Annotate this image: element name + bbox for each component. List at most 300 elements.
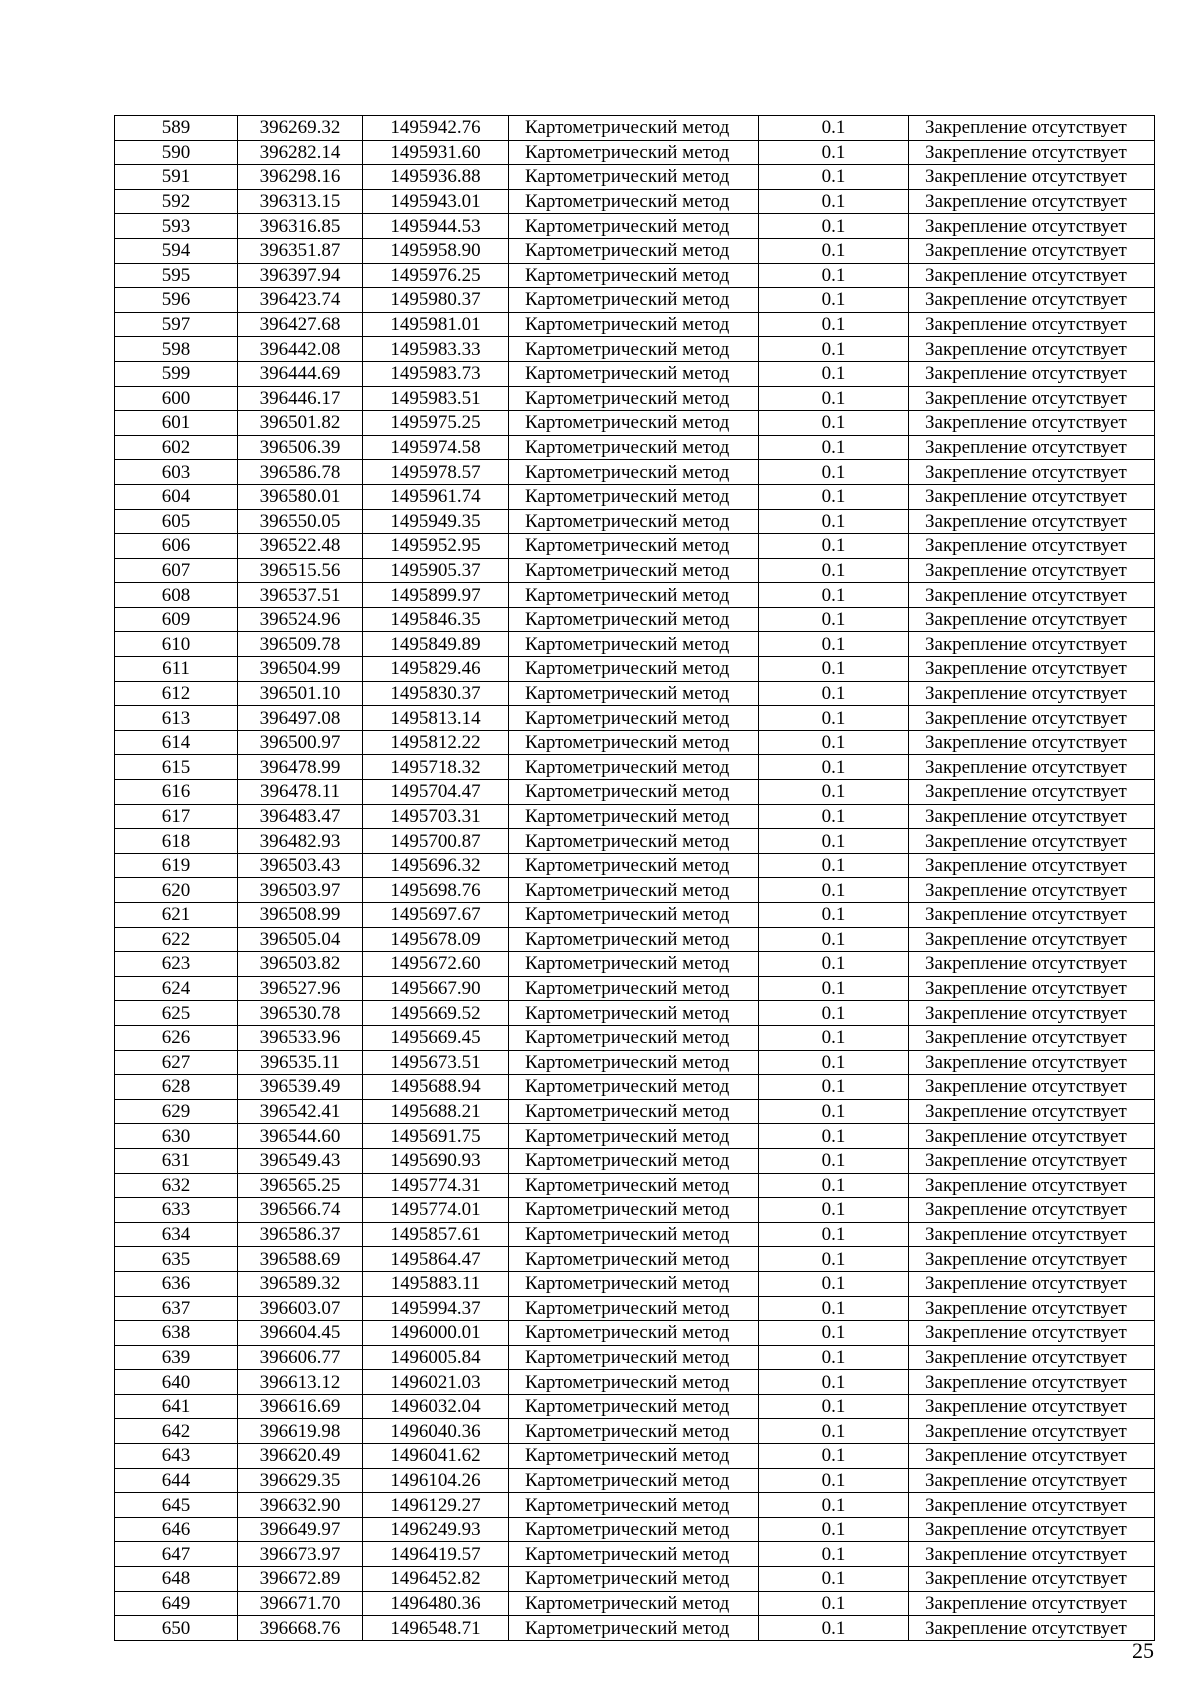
table-row [115, 288, 1155, 313]
fixation-cell: Закрепление отсутствует [909, 1567, 1155, 1592]
table-row [115, 165, 1155, 190]
fixation-cell: Закрепление отсутствует [909, 1099, 1155, 1124]
page-number: 25 [1132, 1638, 1154, 1663]
point-number-cell: 616 [115, 780, 238, 805]
method-cell: Картометрический метод [509, 1296, 759, 1321]
precision-cell: 0.1 [759, 558, 909, 583]
method-cell: Картометрический метод [509, 312, 759, 337]
y-coordinate-cell: 1495673.51 [363, 1050, 509, 1075]
x-coordinate-cell: 396444.69 [238, 361, 363, 386]
x-coordinate-cell: 396586.78 [238, 460, 363, 485]
method-cell: Картометрический метод [509, 878, 759, 903]
point-number-cell: 602 [115, 435, 238, 460]
fixation-cell: Закрепление отсутствует [909, 165, 1155, 190]
precision-cell: 0.1 [759, 1493, 909, 1518]
table-row [115, 534, 1155, 559]
fixation-cell: Закрепление отсутствует [909, 657, 1155, 682]
x-coordinate-cell: 396588.69 [238, 1247, 363, 1272]
point-number-cell: 636 [115, 1271, 238, 1296]
method-cell: Картометрический метод [509, 1124, 759, 1149]
method-cell: Картометрический метод [509, 1321, 759, 1346]
x-coordinate-cell: 396503.97 [238, 878, 363, 903]
point-number-cell: 621 [115, 903, 238, 928]
point-number-cell: 628 [115, 1075, 238, 1100]
table-row [115, 1075, 1155, 1100]
method-cell: Картометрический метод [509, 853, 759, 878]
table-row [115, 730, 1155, 755]
point-number-cell: 633 [115, 1198, 238, 1223]
table-row [115, 361, 1155, 386]
method-cell: Картометрический метод [509, 804, 759, 829]
method-cell: Картометрический метод [509, 607, 759, 632]
x-coordinate-cell: 396673.97 [238, 1542, 363, 1567]
x-coordinate-cell: 396603.07 [238, 1296, 363, 1321]
table-row [115, 1025, 1155, 1050]
y-coordinate-cell: 1495669.45 [363, 1025, 509, 1050]
fixation-cell: Закрепление отсутствует [909, 1616, 1155, 1641]
y-coordinate-cell: 1495976.25 [363, 263, 509, 288]
point-number-cell: 609 [115, 607, 238, 632]
x-coordinate-cell: 396549.43 [238, 1148, 363, 1173]
point-number-cell: 611 [115, 657, 238, 682]
fixation-cell: Закрепление отсутствует [909, 312, 1155, 337]
precision-cell: 0.1 [759, 632, 909, 657]
table-row [115, 460, 1155, 485]
y-coordinate-cell: 1495905.37 [363, 558, 509, 583]
y-coordinate-cell: 1495718.32 [363, 755, 509, 780]
x-coordinate-cell: 396282.14 [238, 140, 363, 165]
method-cell: Картометрический метод [509, 337, 759, 362]
precision-cell: 0.1 [759, 1296, 909, 1321]
x-coordinate-cell: 396313.15 [238, 189, 363, 214]
fixation-cell: Закрепление отсутствует [909, 780, 1155, 805]
method-cell: Картометрический метод [509, 1001, 759, 1026]
x-coordinate-cell: 396478.99 [238, 755, 363, 780]
point-number-cell: 603 [115, 460, 238, 485]
precision-cell: 0.1 [759, 1198, 909, 1223]
table-row [115, 1198, 1155, 1223]
precision-cell: 0.1 [759, 853, 909, 878]
point-number-cell: 634 [115, 1222, 238, 1247]
point-number-cell: 614 [115, 730, 238, 755]
table-row [115, 1001, 1155, 1026]
precision-cell: 0.1 [759, 140, 909, 165]
point-number-cell: 599 [115, 361, 238, 386]
method-cell: Картометрический метод [509, 1517, 759, 1542]
method-cell: Картометрический метод [509, 1468, 759, 1493]
y-coordinate-cell: 1496249.93 [363, 1517, 509, 1542]
table-row [115, 755, 1155, 780]
precision-cell: 0.1 [759, 411, 909, 436]
point-number-cell: 607 [115, 558, 238, 583]
method-cell: Картометрический метод [509, 1148, 759, 1173]
precision-cell: 0.1 [759, 214, 909, 239]
method-cell: Картометрический метод [509, 189, 759, 214]
x-coordinate-cell: 396542.41 [238, 1099, 363, 1124]
table-row [115, 1271, 1155, 1296]
precision-cell: 0.1 [759, 1517, 909, 1542]
x-coordinate-cell: 396527.96 [238, 976, 363, 1001]
precision-cell: 0.1 [759, 1247, 909, 1272]
x-coordinate-cell: 396522.48 [238, 534, 363, 559]
x-coordinate-cell: 396269.32 [238, 116, 363, 141]
fixation-cell: Закрепление отсутствует [909, 1296, 1155, 1321]
fixation-cell: Закрепление отсутствует [909, 927, 1155, 952]
x-coordinate-cell: 396427.68 [238, 312, 363, 337]
y-coordinate-cell: 1495983.33 [363, 337, 509, 362]
method-cell: Картометрический метод [509, 1099, 759, 1124]
y-coordinate-cell: 1495691.75 [363, 1124, 509, 1149]
precision-cell: 0.1 [759, 1099, 909, 1124]
x-coordinate-cell: 396533.96 [238, 1025, 363, 1050]
fixation-cell: Закрепление отсутствует [909, 288, 1155, 313]
precision-cell: 0.1 [759, 1616, 909, 1641]
fixation-cell: Закрепление отсутствует [909, 1394, 1155, 1419]
method-cell: Картометрический метод [509, 829, 759, 854]
y-coordinate-cell: 1495931.60 [363, 140, 509, 165]
y-coordinate-cell: 1495975.25 [363, 411, 509, 436]
method-cell: Картометрический метод [509, 1198, 759, 1223]
precision-cell: 0.1 [759, 1444, 909, 1469]
point-number-cell: 615 [115, 755, 238, 780]
point-number-cell: 598 [115, 337, 238, 362]
x-coordinate-cell: 396505.04 [238, 927, 363, 952]
precision-cell: 0.1 [759, 460, 909, 485]
precision-cell: 0.1 [759, 755, 909, 780]
method-cell: Картометрический метод [509, 263, 759, 288]
x-coordinate-cell: 396298.16 [238, 165, 363, 190]
x-coordinate-cell: 396616.69 [238, 1394, 363, 1419]
precision-cell: 0.1 [759, 509, 909, 534]
point-number-cell: 638 [115, 1321, 238, 1346]
table-row [115, 1517, 1155, 1542]
x-coordinate-cell: 396316.85 [238, 214, 363, 239]
method-cell: Картометрический метод [509, 1370, 759, 1395]
point-number-cell: 597 [115, 312, 238, 337]
precision-cell: 0.1 [759, 189, 909, 214]
fixation-cell: Закрепление отсутствует [909, 263, 1155, 288]
y-coordinate-cell: 1495994.37 [363, 1296, 509, 1321]
precision-cell: 0.1 [759, 337, 909, 362]
x-coordinate-cell: 396565.25 [238, 1173, 363, 1198]
y-coordinate-cell: 1496480.36 [363, 1591, 509, 1616]
x-coordinate-cell: 396497.08 [238, 706, 363, 731]
point-number-cell: 595 [115, 263, 238, 288]
precision-cell: 0.1 [759, 238, 909, 263]
fixation-cell: Закрепление отсутствует [909, 632, 1155, 657]
fixation-cell: Закрепление отсутствует [909, 1025, 1155, 1050]
point-number-cell: 617 [115, 804, 238, 829]
method-cell: Картометрический метод [509, 976, 759, 1001]
x-coordinate-cell: 396483.47 [238, 804, 363, 829]
method-cell: Картометрический метод [509, 1591, 759, 1616]
method-cell: Картометрический метод [509, 1394, 759, 1419]
fixation-cell: Закрепление отсутствует [909, 878, 1155, 903]
x-coordinate-cell: 396482.93 [238, 829, 363, 854]
method-cell: Картометрический метод [509, 1444, 759, 1469]
fixation-cell: Закрепление отсутствует [909, 607, 1155, 632]
x-coordinate-cell: 396613.12 [238, 1370, 363, 1395]
point-number-cell: 629 [115, 1099, 238, 1124]
table-row [115, 1173, 1155, 1198]
fixation-cell: Закрепление отсутствует [909, 361, 1155, 386]
table-row [115, 1542, 1155, 1567]
precision-cell: 0.1 [759, 435, 909, 460]
y-coordinate-cell: 1495812.22 [363, 730, 509, 755]
fixation-cell: Закрепление отсутствует [909, 1001, 1155, 1026]
x-coordinate-cell: 396632.90 [238, 1493, 363, 1518]
table-row [115, 1296, 1155, 1321]
y-coordinate-cell: 1495813.14 [363, 706, 509, 731]
table-row [115, 1222, 1155, 1247]
method-cell: Картометрический метод [509, 165, 759, 190]
y-coordinate-cell: 1496419.57 [363, 1542, 509, 1567]
precision-cell: 0.1 [759, 116, 909, 141]
x-coordinate-cell: 396539.49 [238, 1075, 363, 1100]
precision-cell: 0.1 [759, 1419, 909, 1444]
fixation-cell: Закрепление отсутствует [909, 976, 1155, 1001]
point-number-cell: 640 [115, 1370, 238, 1395]
y-coordinate-cell: 1495936.88 [363, 165, 509, 190]
precision-cell: 0.1 [759, 1370, 909, 1395]
method-cell: Картометрический метод [509, 558, 759, 583]
precision-cell: 0.1 [759, 1271, 909, 1296]
y-coordinate-cell: 1496040.36 [363, 1419, 509, 1444]
x-coordinate-cell: 396530.78 [238, 1001, 363, 1026]
point-number-cell: 606 [115, 534, 238, 559]
precision-cell: 0.1 [759, 607, 909, 632]
table-row [115, 853, 1155, 878]
method-cell: Картометрический метод [509, 952, 759, 977]
method-cell: Картометрический метод [509, 1025, 759, 1050]
x-coordinate-cell: 396509.78 [238, 632, 363, 657]
precision-cell: 0.1 [759, 1050, 909, 1075]
point-number-cell: 623 [115, 952, 238, 977]
y-coordinate-cell: 1495669.52 [363, 1001, 509, 1026]
method-cell: Картометрический метод [509, 1247, 759, 1272]
method-cell: Картометрический метод [509, 1542, 759, 1567]
y-coordinate-cell: 1495696.32 [363, 853, 509, 878]
fixation-cell: Закрепление отсутствует [909, 386, 1155, 411]
x-coordinate-cell: 396501.10 [238, 681, 363, 706]
y-coordinate-cell: 1495774.31 [363, 1173, 509, 1198]
fixation-cell: Закрепление отсутствует [909, 681, 1155, 706]
table-row [115, 681, 1155, 706]
x-coordinate-cell: 396620.49 [238, 1444, 363, 1469]
y-coordinate-cell: 1496021.03 [363, 1370, 509, 1395]
fixation-cell: Закрепление отсутствует [909, 534, 1155, 559]
method-cell: Картометрический метод [509, 509, 759, 534]
table-row [115, 1247, 1155, 1272]
precision-cell: 0.1 [759, 878, 909, 903]
x-coordinate-cell: 396619.98 [238, 1419, 363, 1444]
point-number-cell: 648 [115, 1567, 238, 1592]
y-coordinate-cell: 1495952.95 [363, 534, 509, 559]
fixation-cell: Закрепление отсутствует [909, 1321, 1155, 1346]
method-cell: Картометрический метод [509, 1345, 759, 1370]
point-number-cell: 639 [115, 1345, 238, 1370]
y-coordinate-cell: 1496104.26 [363, 1468, 509, 1493]
method-cell: Картометрический метод [509, 1271, 759, 1296]
point-number-cell: 626 [115, 1025, 238, 1050]
table-row [115, 927, 1155, 952]
precision-cell: 0.1 [759, 952, 909, 977]
y-coordinate-cell: 1495942.76 [363, 116, 509, 141]
method-cell: Картометрический метод [509, 386, 759, 411]
precision-cell: 0.1 [759, 1591, 909, 1616]
y-coordinate-cell: 1495944.53 [363, 214, 509, 239]
point-number-cell: 624 [115, 976, 238, 1001]
method-cell: Картометрический метод [509, 780, 759, 805]
y-coordinate-cell: 1495688.21 [363, 1099, 509, 1124]
precision-cell: 0.1 [759, 730, 909, 755]
fixation-cell: Закрепление отсутствует [909, 755, 1155, 780]
table-row [115, 804, 1155, 829]
point-number-cell: 592 [115, 189, 238, 214]
y-coordinate-cell: 1495983.51 [363, 386, 509, 411]
y-coordinate-cell: 1495698.76 [363, 878, 509, 903]
method-cell: Картометрический метод [509, 116, 759, 141]
precision-cell: 0.1 [759, 927, 909, 952]
precision-cell: 0.1 [759, 780, 909, 805]
fixation-cell: Закрепление отсутствует [909, 1148, 1155, 1173]
point-number-cell: 625 [115, 1001, 238, 1026]
table-row [115, 238, 1155, 263]
x-coordinate-cell: 396550.05 [238, 509, 363, 534]
x-coordinate-cell: 396537.51 [238, 583, 363, 608]
table-row [115, 558, 1155, 583]
table-row [115, 878, 1155, 903]
table-row [115, 1394, 1155, 1419]
table-row [115, 1345, 1155, 1370]
table-row [115, 1370, 1155, 1395]
point-number-cell: 641 [115, 1394, 238, 1419]
x-coordinate-cell: 396668.76 [238, 1616, 363, 1641]
x-coordinate-cell: 396672.89 [238, 1567, 363, 1592]
fixation-cell: Закрепление отсутствует [909, 460, 1155, 485]
x-coordinate-cell: 396629.35 [238, 1468, 363, 1493]
coordinates-table-body [115, 116, 1155, 1641]
table-row [115, 1099, 1155, 1124]
point-number-cell: 600 [115, 386, 238, 411]
x-coordinate-cell: 396501.82 [238, 411, 363, 436]
fixation-cell: Закрепление отсутствует [909, 1222, 1155, 1247]
precision-cell: 0.1 [759, 681, 909, 706]
method-cell: Картометрический метод [509, 681, 759, 706]
method-cell: Картометрический метод [509, 1075, 759, 1100]
table-row [115, 263, 1155, 288]
method-cell: Картометрический метод [509, 1567, 759, 1592]
y-coordinate-cell: 1495667.90 [363, 976, 509, 1001]
method-cell: Картометрический метод [509, 460, 759, 485]
fixation-cell: Закрепление отсутствует [909, 558, 1155, 583]
precision-cell: 0.1 [759, 706, 909, 731]
x-coordinate-cell: 396503.82 [238, 952, 363, 977]
point-number-cell: 647 [115, 1542, 238, 1567]
method-cell: Картометрический метод [509, 730, 759, 755]
precision-cell: 0.1 [759, 1542, 909, 1567]
y-coordinate-cell: 1495864.47 [363, 1247, 509, 1272]
point-number-cell: 613 [115, 706, 238, 731]
method-cell: Картометрический метод [509, 435, 759, 460]
x-coordinate-cell: 396604.45 [238, 1321, 363, 1346]
fixation-cell: Закрепление отсутствует [909, 214, 1155, 239]
x-coordinate-cell: 396508.99 [238, 903, 363, 928]
point-number-cell: 637 [115, 1296, 238, 1321]
fixation-cell: Закрепление отсутствует [909, 730, 1155, 755]
point-number-cell: 605 [115, 509, 238, 534]
y-coordinate-cell: 1496000.01 [363, 1321, 509, 1346]
precision-cell: 0.1 [759, 1567, 909, 1592]
y-coordinate-cell: 1496032.04 [363, 1394, 509, 1419]
fixation-cell: Закрепление отсутствует [909, 1247, 1155, 1272]
precision-cell: 0.1 [759, 484, 909, 509]
fixation-cell: Закрепление отсутствует [909, 583, 1155, 608]
precision-cell: 0.1 [759, 804, 909, 829]
table-row [115, 952, 1155, 977]
precision-cell: 0.1 [759, 1345, 909, 1370]
method-cell: Картометрический метод [509, 288, 759, 313]
fixation-cell: Закрепление отсутствует [909, 1173, 1155, 1198]
table-row [115, 1444, 1155, 1469]
method-cell: Картометрический метод [509, 583, 759, 608]
point-number-cell: 630 [115, 1124, 238, 1149]
point-number-cell: 619 [115, 853, 238, 878]
y-coordinate-cell: 1495949.35 [363, 509, 509, 534]
x-coordinate-cell: 396478.11 [238, 780, 363, 805]
x-coordinate-cell: 396500.97 [238, 730, 363, 755]
precision-cell: 0.1 [759, 165, 909, 190]
fixation-cell: Закрепление отсутствует [909, 1542, 1155, 1567]
precision-cell: 0.1 [759, 976, 909, 1001]
point-number-cell: 601 [115, 411, 238, 436]
fixation-cell: Закрепление отсутствует [909, 1517, 1155, 1542]
y-coordinate-cell: 1495672.60 [363, 952, 509, 977]
x-coordinate-cell: 396442.08 [238, 337, 363, 362]
method-cell: Картометрический метод [509, 534, 759, 559]
precision-cell: 0.1 [759, 361, 909, 386]
y-coordinate-cell: 1495849.89 [363, 632, 509, 657]
method-cell: Картометрический метод [509, 657, 759, 682]
y-coordinate-cell: 1495980.37 [363, 288, 509, 313]
point-number-cell: 631 [115, 1148, 238, 1173]
table-row [115, 386, 1155, 411]
y-coordinate-cell: 1496005.84 [363, 1345, 509, 1370]
table-row [115, 1616, 1155, 1641]
table-row [115, 583, 1155, 608]
y-coordinate-cell: 1495700.87 [363, 829, 509, 854]
method-cell: Картометрический метод [509, 706, 759, 731]
y-coordinate-cell: 1495697.67 [363, 903, 509, 928]
fixation-cell: Закрепление отсутствует [909, 1075, 1155, 1100]
table-row [115, 1321, 1155, 1346]
x-coordinate-cell: 396580.01 [238, 484, 363, 509]
point-number-cell: 644 [115, 1468, 238, 1493]
x-coordinate-cell: 396544.60 [238, 1124, 363, 1149]
table-row [115, 976, 1155, 1001]
method-cell: Картометрический метод [509, 361, 759, 386]
fixation-cell: Закрепление отсутствует [909, 952, 1155, 977]
point-number-cell: 643 [115, 1444, 238, 1469]
y-coordinate-cell: 1495943.01 [363, 189, 509, 214]
point-number-cell: 596 [115, 288, 238, 313]
method-cell: Картометрический метод [509, 1419, 759, 1444]
y-coordinate-cell: 1495978.57 [363, 460, 509, 485]
fixation-cell: Закрепление отсутствует [909, 509, 1155, 534]
point-number-cell: 591 [115, 165, 238, 190]
coordinates-table [114, 115, 1155, 1641]
table-row [115, 509, 1155, 534]
